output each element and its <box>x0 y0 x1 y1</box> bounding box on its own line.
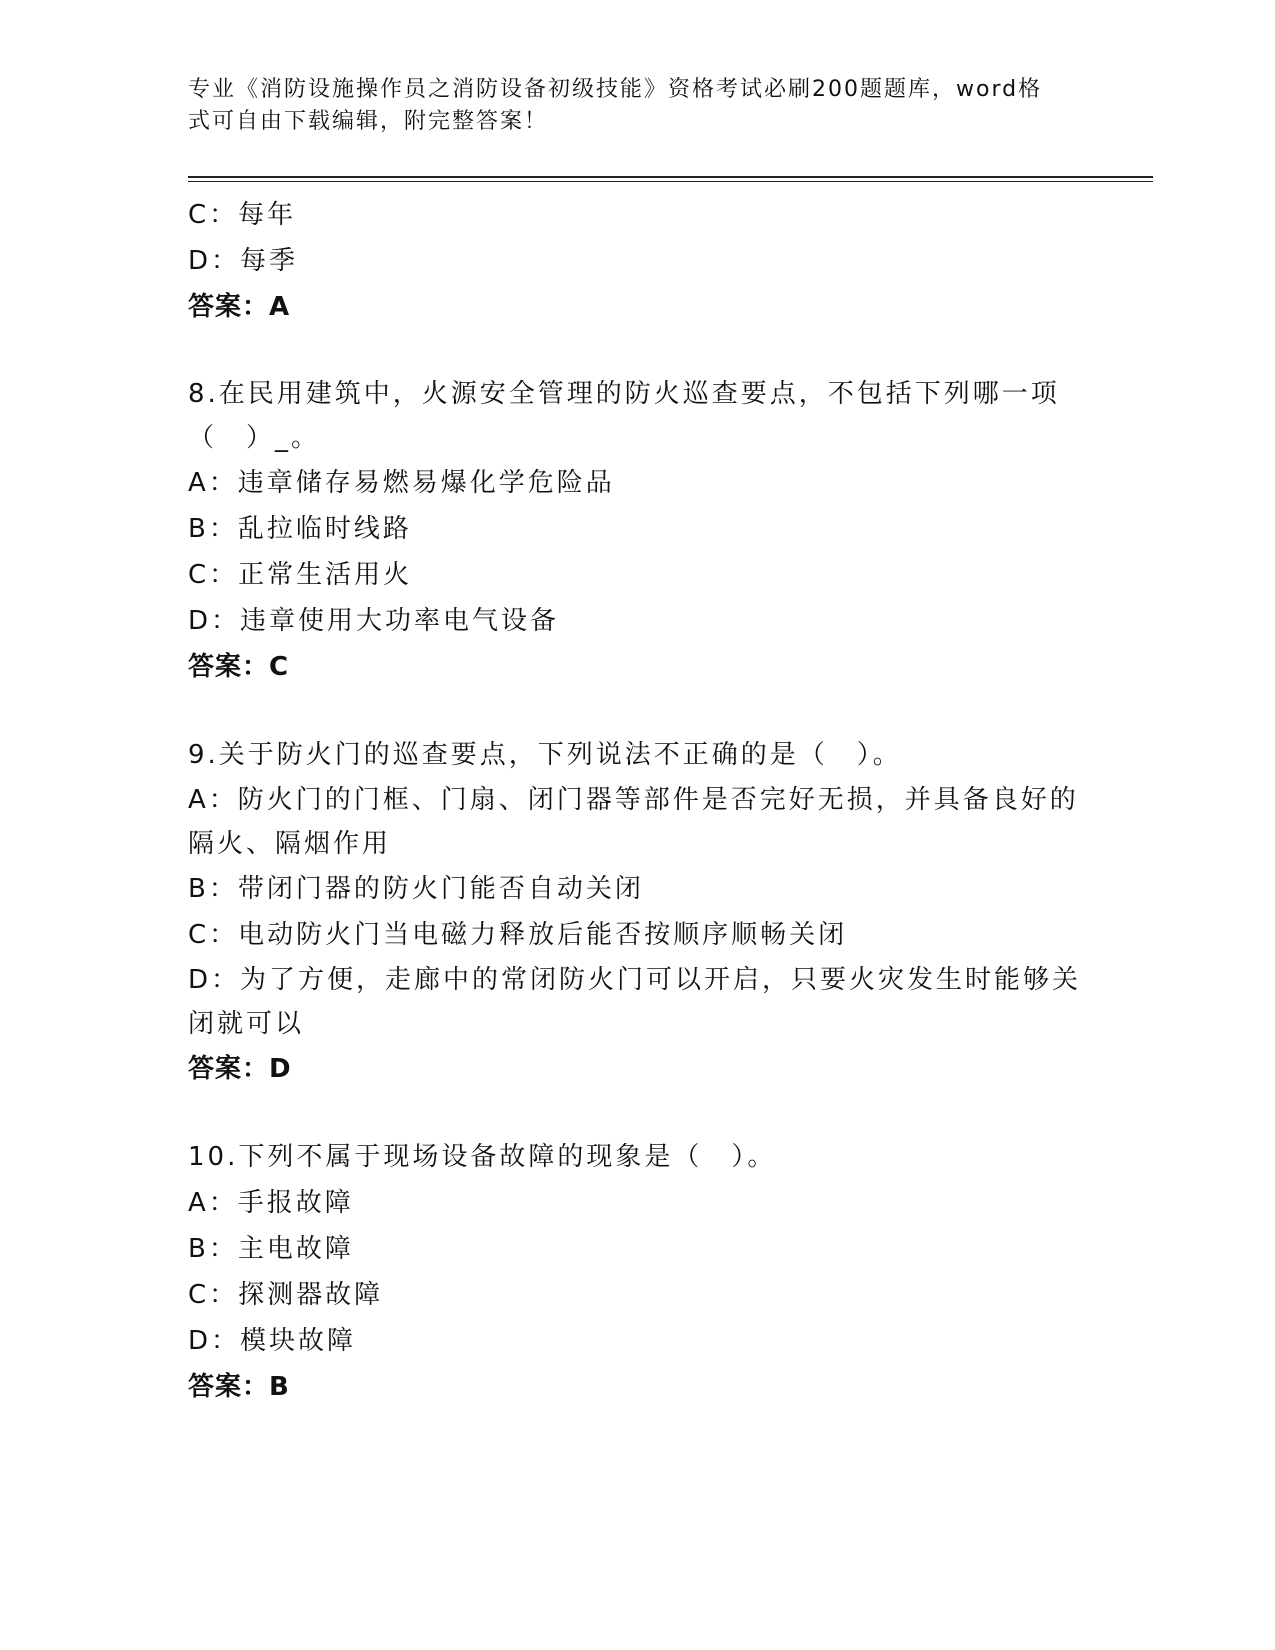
option-a: A：手报故障 <box>188 1188 354 1218</box>
option-d: D：为了方便，走廊中的常闭防火门可以开启，只要火灾发生时能够关闭就可以 <box>188 965 1082 1039</box>
option-b: B：乱拉临时线路 <box>188 514 412 544</box>
question-stem: 9.关于防火门的巡查要点，下列说法不正确的是（ ）。 <box>188 740 902 770</box>
option-d: D：模块故障 <box>188 1326 357 1356</box>
document-header <box>188 74 1068 138</box>
option-b: B：主电故障 <box>188 1234 354 1264</box>
option-d: D：违章使用大功率电气设备 <box>188 606 560 636</box>
question-stem: 8.在民用建筑中，火源安全管理的防火巡查要点，不包括下列哪一项（ ）_。 <box>188 379 1060 453</box>
question-stem: 10.下列不属于现场设备故障的现象是（ ）。 <box>188 1142 777 1172</box>
answer: 答案：D <box>188 1054 292 1084</box>
option-c: C：正常生活用火 <box>188 560 413 590</box>
option-c: C：电动防火门当电磁力释放后能否按顺序顺畅关闭 <box>188 920 848 950</box>
answer: 答案：B <box>188 1372 290 1402</box>
header-line-1: 专业《消防设施操作员之消防设备初级技能》资格考试必刷200题题库，word格 <box>188 77 1043 102</box>
option-c: C：每年 <box>188 200 297 230</box>
answer: 答案：C <box>188 652 290 682</box>
option-c: C：探测器故障 <box>188 1280 384 1310</box>
question-10 <box>188 1134 1088 1410</box>
question-7-tail <box>188 192 1088 330</box>
option-a: A：防火门的门框、门扇、闭门器等部件是否完好无损，并具备良好的隔火、隔烟作用 <box>188 785 1079 859</box>
option-d: D：每季 <box>188 246 299 276</box>
option-b: B：带闭门器的防火门能否自动关闭 <box>188 874 644 904</box>
question-8 <box>188 372 1088 690</box>
option-a: A：违章储存易燃易爆化学危险品 <box>188 468 615 498</box>
question-9 <box>188 732 1088 1092</box>
header-rule-thin <box>188 181 1153 182</box>
header-line-2: 式可自由下载编辑，附完整答案！ <box>188 109 549 134</box>
header-rule-thick <box>188 176 1153 178</box>
answer: 答案：A <box>188 292 291 322</box>
question-list <box>188 192 1088 1410</box>
